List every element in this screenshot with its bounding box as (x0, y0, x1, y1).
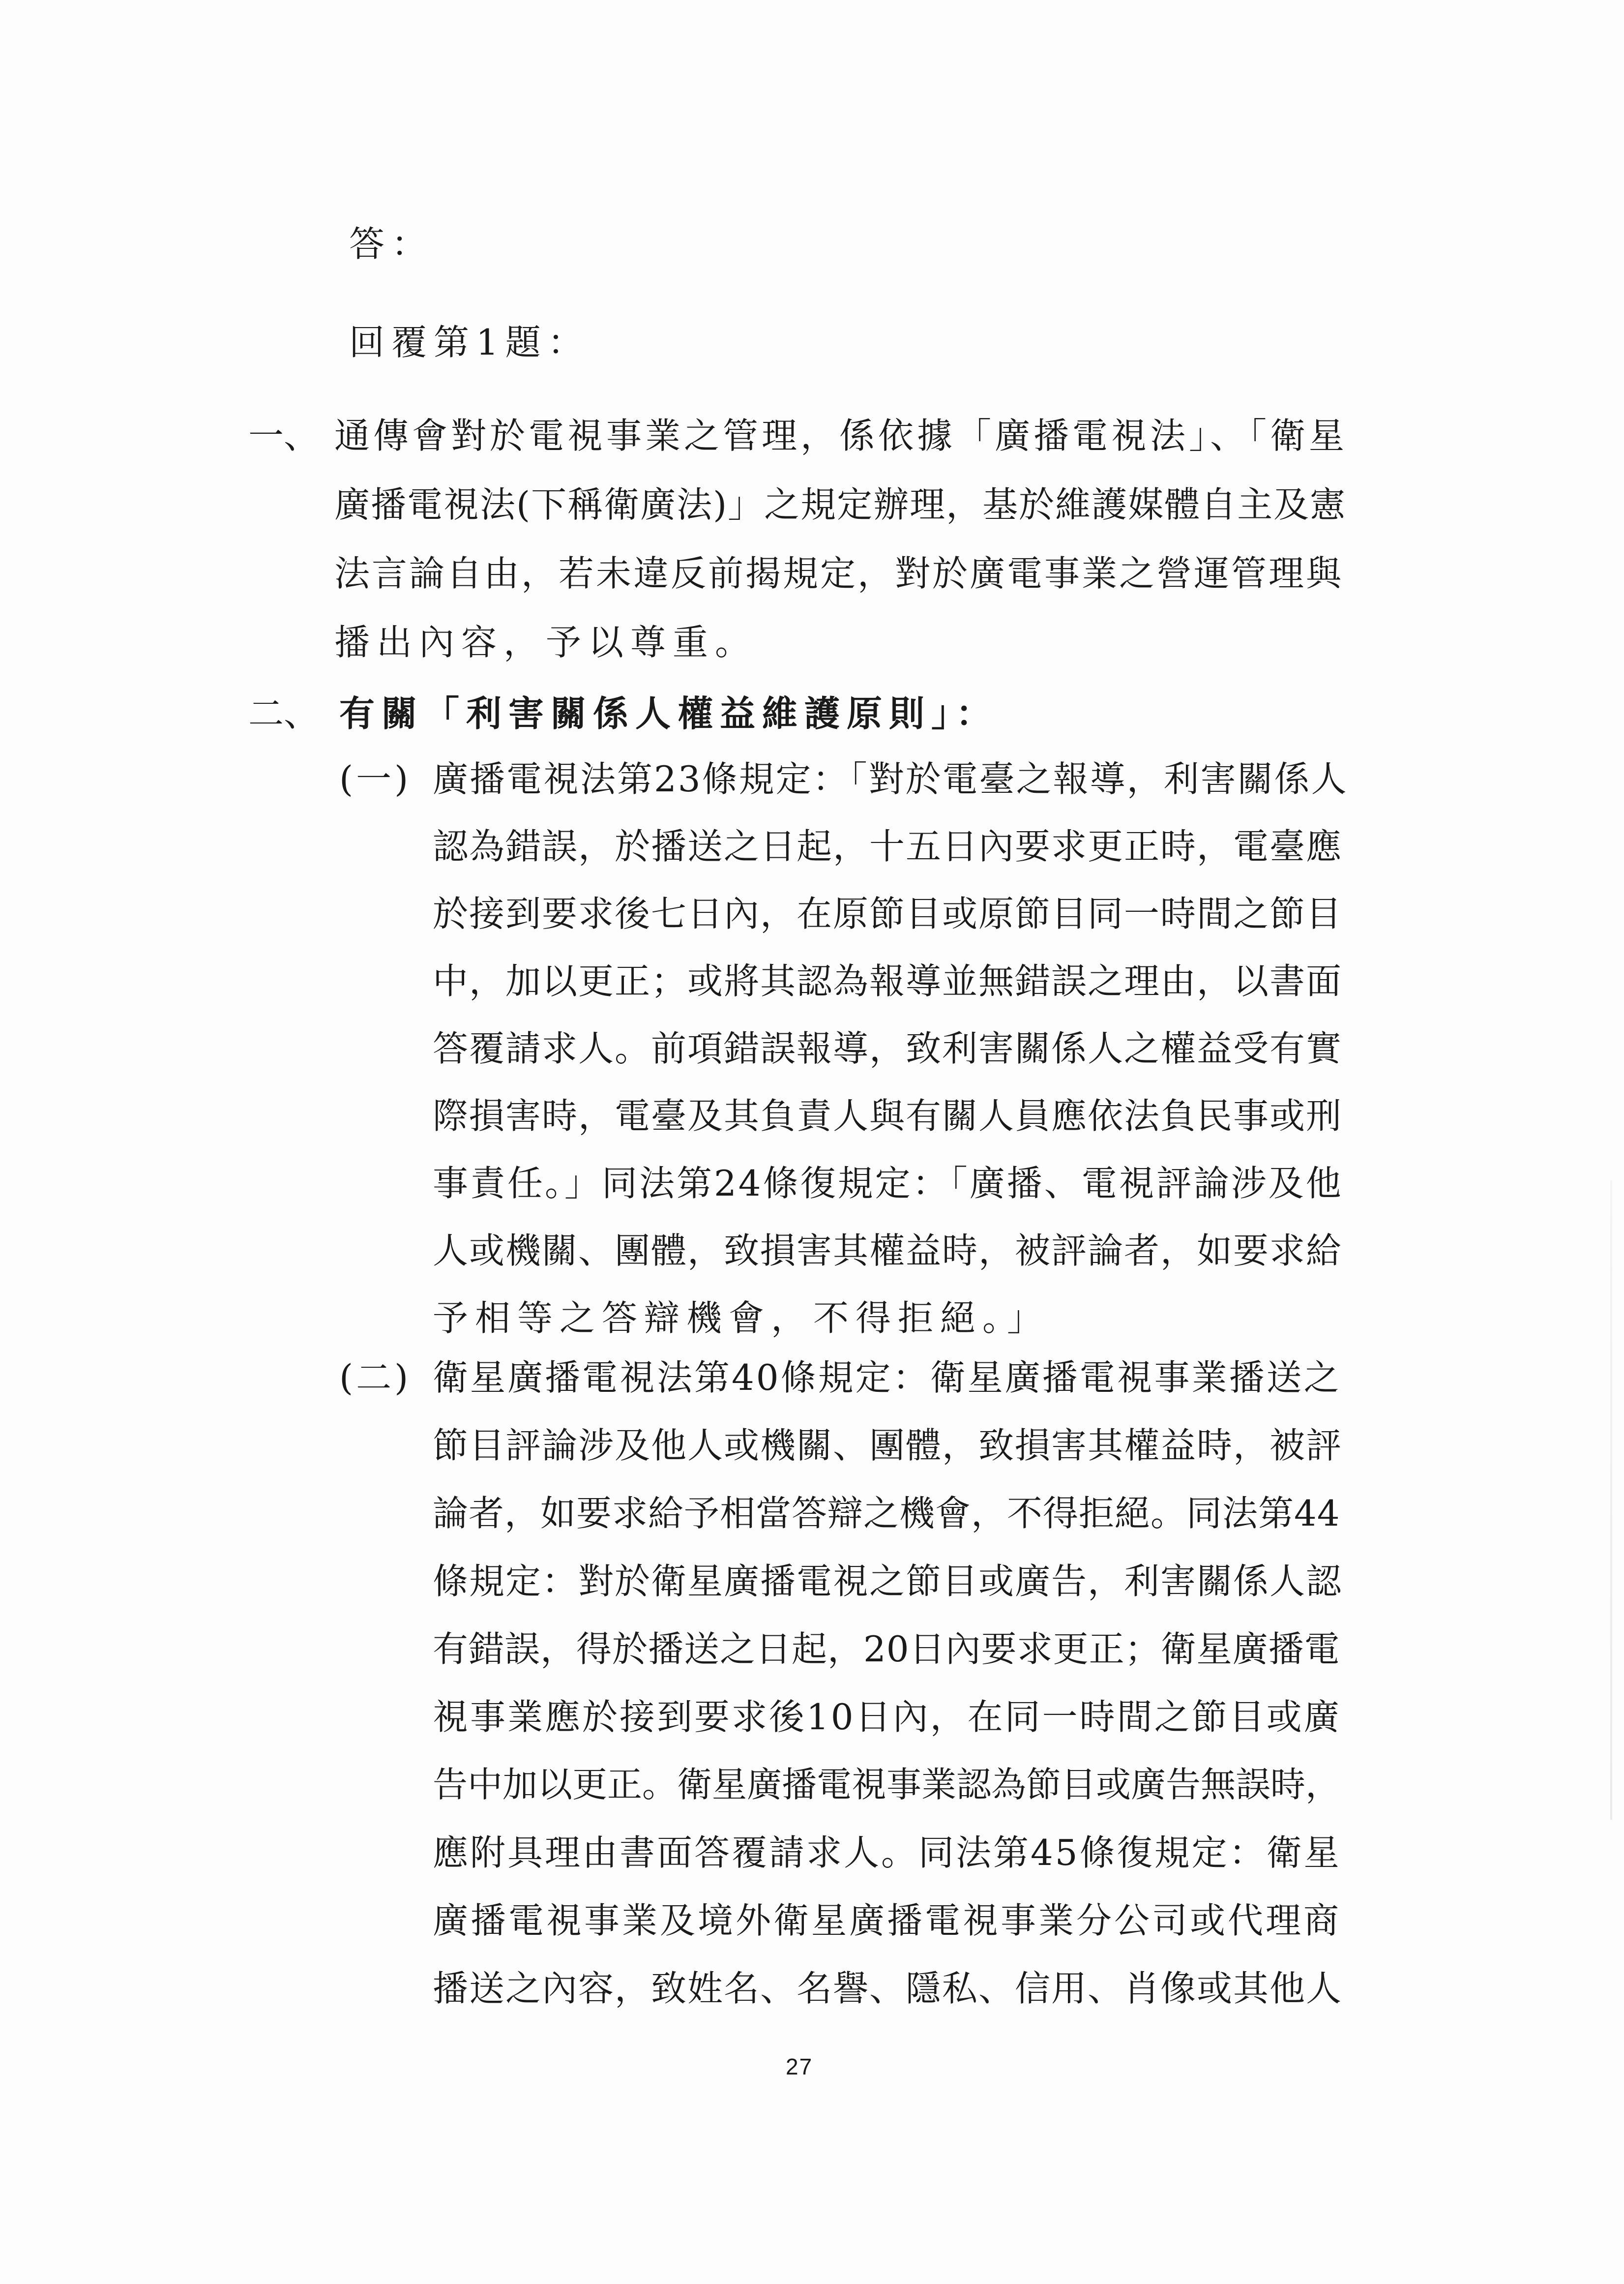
subsection-2-line: 播送之內容，致姓名、名譽、隱私、信用、肖像或其他人 (433, 1968, 1343, 2009)
subsection-1-line: 際損害時，電臺及其負責人與有關人員應依法負民事或刑 (433, 1095, 1343, 1137)
subsection-1-line: 認為錯誤，於播送之日起，十五日內要求更正時，電臺應 (433, 826, 1343, 867)
subsection-2-line: 應附具理由書面答覆請求人。同法第45條復規定：衛星 (433, 1832, 1341, 1873)
subsection-1-line: 於接到要求後七日內，在原節目或原節目同一時間之節目 (433, 893, 1343, 934)
section-1-line: 通傳會對於電視事業之管理，係依據「廣播電視法」、「衛星 (334, 415, 1348, 456)
section-1-line: 廣播電視法(下稱衛廣法)」之規定辦理，基於維護媒體自主及憲 (334, 484, 1347, 525)
section-2-heading: 有關「利害關係人權益維護原則」： (339, 692, 999, 734)
subsection-1-line: 予相等之答辯機會，不得拒絕。」 (433, 1297, 1050, 1339)
section-1-marker: 一、 (248, 415, 320, 456)
section-1-line: 播出內容，予以尊重。 (334, 622, 758, 663)
section-1-line: 法言論自由，若未違反前揭規定，對於廣電事業之營運管理與 (334, 553, 1344, 594)
subsection-2-line: 視事業應於接到要求後10日內，在同一時間之節目或廣 (433, 1696, 1341, 1738)
subsection-1-line: 事責任。」同法第24條復規定：「廣播、電視評論涉及他 (433, 1163, 1343, 1204)
subsection-2-line: 告中加以更正。衛星廣播電視事業認為節目或廣告無誤時， (433, 1764, 1341, 1805)
subsection-2-line: 有錯誤，得於播送之日起，20日內要求更正；衛星廣播電 (433, 1628, 1340, 1670)
subsection-2-line: 論者，如要求給予相當答辯之機會，不得拒絕。同法第44 (433, 1493, 1340, 1534)
page-number: 27 (786, 2054, 813, 2079)
subsection-2-line: 衛星廣播電視法第40條規定：衛星廣播電視事業播送之 (433, 1357, 1341, 1398)
subsection-1-line: 答覆請求人。前項錯誤報導，致利害關係人之權益受有實 (433, 1028, 1343, 1069)
answer-label: 答： (349, 223, 434, 265)
subsection-1-line: 中，加以更正；或將其認為報導並無錯誤之理由，以書面 (433, 961, 1343, 1002)
subsection-2-line: 節目評論涉及他人或機關、團體，致損害其權益時，被評 (433, 1425, 1343, 1466)
subsection-1-marker: (一) (339, 758, 412, 800)
reply-heading: 回覆第1題： (349, 322, 590, 363)
subsection-1-line: 人或機關、團體，致損害其權益時，被評論者，如要求給 (433, 1230, 1343, 1271)
subsection-2-line: 條規定：對於衛星廣播電視之節目或廣告，利害關係人認 (433, 1561, 1343, 1602)
subsection-1-line: 廣播電視法第23條規定：「對於電臺之報導，利害關係人 (433, 758, 1348, 800)
section-2-marker: 二、 (248, 693, 320, 734)
subsection-2-marker: (二) (339, 1357, 412, 1398)
subsection-2-line: 廣播電視事業及境外衛星廣播電視事業分公司或代理商 (433, 1900, 1342, 1941)
scan-margin-mark (1610, 1180, 1612, 1820)
